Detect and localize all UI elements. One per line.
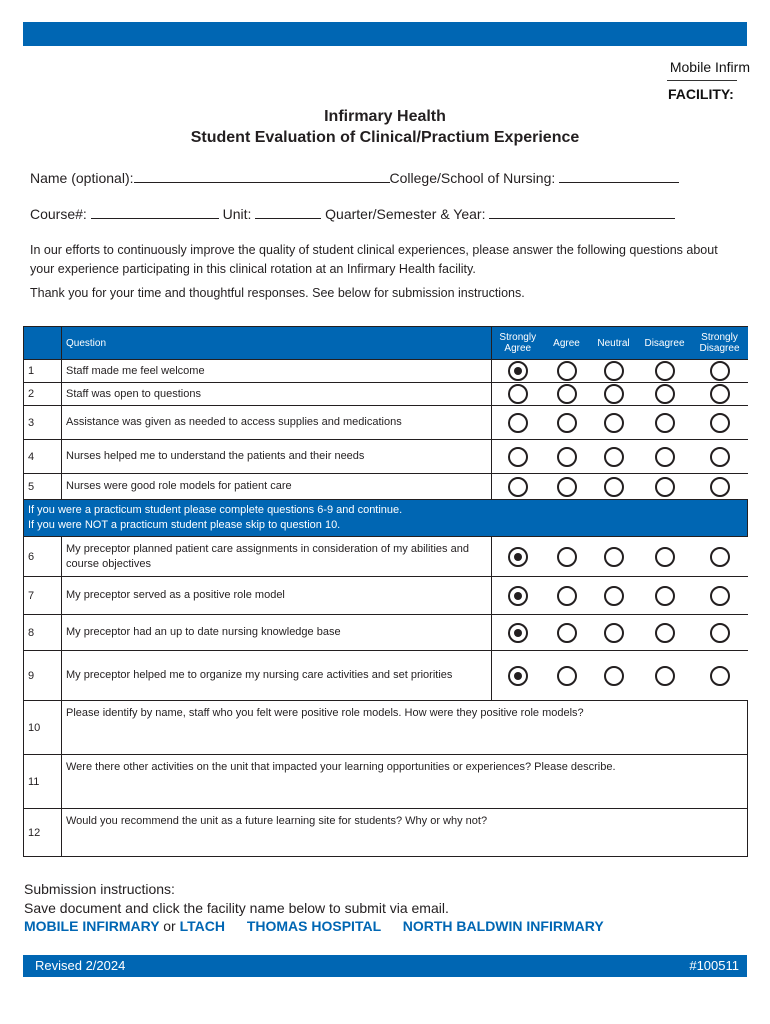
rating-radio-5[interactable] <box>710 361 730 381</box>
quarter-label: Quarter/Semester & Year: <box>325 206 486 222</box>
rating-radio-2[interactable] <box>557 384 577 404</box>
scale-header-strongly-disagree: Strongly Disagree <box>692 327 748 360</box>
rating-radio-5[interactable] <box>710 477 730 497</box>
rating-radio-1[interactable] <box>508 547 528 567</box>
question-text: My preceptor helped me to organize my nursing care activities and set priorities <box>62 651 492 701</box>
open-question-row <box>24 809 748 857</box>
rating-cell <box>638 474 692 500</box>
course-field[interactable] <box>91 206 219 219</box>
question-number: 12 <box>24 809 62 857</box>
form-number: #100511 <box>689 958 739 973</box>
rating-radio-4[interactable] <box>655 666 675 686</box>
rating-radio-2[interactable] <box>557 586 577 606</box>
rating-cell <box>544 615 590 651</box>
open-question-text[interactable]: Were there other activities on the unit that impacted your learning opportunities or experiences? Please describe. <box>62 755 748 809</box>
rating-radio-3[interactable] <box>604 384 624 404</box>
rating-radio-1[interactable] <box>508 477 528 497</box>
table-row <box>24 406 748 440</box>
question-header: Question <box>62 327 492 360</box>
rating-cell <box>492 440 544 474</box>
rating-cell <box>692 577 748 615</box>
rating-cell <box>638 615 692 651</box>
rating-radio-1[interactable] <box>508 586 528 606</box>
rating-radio-1[interactable] <box>508 447 528 467</box>
rating-cell <box>638 383 692 406</box>
rating-cell <box>692 360 748 383</box>
unit-field[interactable] <box>255 206 321 219</box>
rating-radio-2[interactable] <box>557 547 577 567</box>
open-question-text[interactable]: Please identify by name, staff who you felt were positive role models. How were they positive role models? <box>62 701 748 755</box>
college-label: College/School of Nursing: <box>389 170 556 186</box>
scale-header-strongly-agree: Strongly Agree <box>492 327 544 360</box>
rating-cell <box>590 577 638 615</box>
submission-heading: Submission instructions: <box>24 881 175 897</box>
question-text: My preceptor had an up to date nursing knowledge base <box>62 615 492 651</box>
rating-radio-5[interactable] <box>710 447 730 467</box>
question-number: 1 <box>24 360 62 383</box>
rating-radio-1[interactable] <box>508 361 528 381</box>
rating-cell <box>544 651 590 701</box>
rating-radio-1[interactable] <box>508 384 528 404</box>
quarter-field[interactable] <box>489 206 675 219</box>
rating-cell <box>492 537 544 577</box>
intro-paragraph: In our efforts to continuously improve the quality of student clinical experiences, please answer the following questions about your experience participating in this clinical rotation at an Infirmary Health facility. <box>30 243 718 276</box>
rating-radio-3[interactable] <box>604 623 624 643</box>
rating-cell <box>544 440 590 474</box>
rating-cell <box>544 406 590 440</box>
table-row <box>24 651 748 701</box>
name-field[interactable] <box>134 170 390 183</box>
rating-radio-4[interactable] <box>655 384 675 404</box>
table-row <box>24 383 748 406</box>
rating-cell <box>544 474 590 500</box>
question-number: 6 <box>24 537 62 577</box>
rating-radio-2[interactable] <box>557 361 577 381</box>
rating-cell <box>492 474 544 500</box>
rating-cell <box>692 406 748 440</box>
rating-cell <box>492 615 544 651</box>
question-text: Staff was open to questions <box>62 383 492 406</box>
question-number: 4 <box>24 440 62 474</box>
link-thomas-hospital[interactable]: THOMAS HOSPITAL <box>246 918 381 934</box>
rating-cell <box>544 383 590 406</box>
scale-header-neutral: Neutral <box>590 327 638 360</box>
rating-cell <box>638 651 692 701</box>
unit-label: Unit: <box>222 206 252 222</box>
rating-radio-4[interactable] <box>655 623 675 643</box>
rating-cell <box>638 406 692 440</box>
question-text: My preceptor served as a positive role model <box>62 577 492 615</box>
rating-radio-5[interactable] <box>710 666 730 686</box>
banner-line-2: If you were NOT a practicum student please skip to question 10. <box>28 519 341 531</box>
rating-radio-3[interactable] <box>604 413 624 433</box>
submission-instructions: Save document and click the facility name below to submit via email. <box>24 900 449 916</box>
scale-header-disagree: Disagree <box>638 327 692 360</box>
link-ltach[interactable]: LTACH <box>179 918 225 934</box>
rating-cell <box>692 537 748 577</box>
facility-links <box>24 918 604 934</box>
link-mobile-infirmary[interactable]: MOBILE INFIRMARY <box>24 918 160 934</box>
revised-date: Revised 2/2024 <box>35 958 126 973</box>
table-row <box>24 440 748 474</box>
rating-radio-4[interactable] <box>655 547 675 567</box>
rating-radio-2[interactable] <box>557 623 577 643</box>
question-number: 3 <box>24 406 62 440</box>
rating-cell <box>692 440 748 474</box>
rating-radio-5[interactable] <box>710 623 730 643</box>
rating-radio-3[interactable] <box>604 666 624 686</box>
rating-cell <box>492 383 544 406</box>
open-question-row <box>24 755 748 809</box>
question-text: Nurses were good role models for patient care <box>62 474 492 500</box>
scale-header-agree: Agree <box>544 327 590 360</box>
rating-radio-2[interactable] <box>557 477 577 497</box>
link-north-baldwin[interactable]: NORTH BALDWIN INFIRMARY <box>402 918 604 934</box>
rating-radio-5[interactable] <box>710 413 730 433</box>
question-number: 8 <box>24 615 62 651</box>
banner-line-1: If you were a practicum student please complete questions 6-9 and continue. <box>28 504 403 516</box>
rating-cell <box>638 577 692 615</box>
rating-radio-4[interactable] <box>655 447 675 467</box>
rating-cell <box>590 360 638 383</box>
rating-cell <box>544 577 590 615</box>
rating-cell <box>638 360 692 383</box>
rating-radio-3[interactable] <box>604 586 624 606</box>
rating-radio-4[interactable] <box>655 586 675 606</box>
rating-cell <box>492 651 544 701</box>
rating-cell <box>638 537 692 577</box>
rating-radio-3[interactable] <box>604 361 624 381</box>
question-text: Staff made me feel welcome <box>62 360 492 383</box>
footer-bar <box>23 955 747 977</box>
question-text: Nurses helped me to understand the patients and their needs <box>62 440 492 474</box>
rating-radio-1[interactable] <box>508 623 528 643</box>
rating-cell <box>590 474 638 500</box>
name-label: Name (optional): <box>30 170 134 186</box>
rating-cell <box>590 651 638 701</box>
table-row <box>24 360 748 383</box>
rating-radio-4[interactable] <box>655 361 675 381</box>
table-row <box>24 474 748 500</box>
course-unit-row <box>30 206 675 222</box>
rating-cell <box>544 360 590 383</box>
rating-radio-5[interactable] <box>710 547 730 567</box>
question-number: 2 <box>24 383 62 406</box>
practicum-banner <box>24 500 748 537</box>
header-num-cell <box>24 327 62 360</box>
question-number: 10 <box>24 701 62 755</box>
question-number: 7 <box>24 577 62 615</box>
table-row <box>24 615 748 651</box>
rating-cell <box>590 440 638 474</box>
rating-radio-5[interactable] <box>710 586 730 606</box>
open-question-row <box>24 701 748 755</box>
or-text: or <box>163 918 176 934</box>
rating-radio-1[interactable] <box>508 666 528 686</box>
table-header-row <box>24 327 748 360</box>
form-title: Infirmary Health <box>324 108 446 125</box>
table-row <box>24 577 748 615</box>
rating-cell <box>692 383 748 406</box>
rating-radio-1[interactable] <box>508 413 528 433</box>
thanks-text: Thank you for your time and thoughtful responses. See below for submission instructions. <box>30 286 525 300</box>
question-text: Assistance was given as needed to access supplies and medications <box>62 406 492 440</box>
college-field[interactable] <box>559 170 679 183</box>
open-question-text[interactable]: Would you recommend the unit as a future learning site for students? Why or why not? <box>62 809 748 857</box>
facility-label: FACILITY: <box>668 86 734 102</box>
rating-cell <box>590 406 638 440</box>
facility-name-field[interactable]: Mobile Infirm <box>669 59 750 75</box>
rating-radio-2[interactable] <box>557 413 577 433</box>
top-color-bar <box>23 22 747 46</box>
evaluation-table <box>23 326 748 857</box>
rating-cell <box>692 474 748 500</box>
rating-cell <box>544 537 590 577</box>
question-number: 11 <box>24 755 62 809</box>
facility-underline <box>667 80 737 81</box>
rating-cell <box>590 537 638 577</box>
course-label: Course#: <box>30 206 87 222</box>
rating-cell <box>638 440 692 474</box>
question-number: 5 <box>24 474 62 500</box>
rating-cell <box>492 577 544 615</box>
rating-radio-3[interactable] <box>604 547 624 567</box>
form-subtitle: Student Evaluation of Clinical/Practium Experience <box>190 129 580 146</box>
rating-cell <box>492 360 544 383</box>
table-row <box>24 537 748 577</box>
rating-cell <box>590 383 638 406</box>
rating-cell <box>692 615 748 651</box>
rating-radio-3[interactable] <box>604 447 624 467</box>
rating-radio-3[interactable] <box>604 477 624 497</box>
question-text: My preceptor planned patient care assignments in consideration of my abilities and course objectives <box>62 537 492 577</box>
rating-radio-4[interactable] <box>655 477 675 497</box>
rating-cell <box>692 651 748 701</box>
rating-cell <box>492 406 544 440</box>
rating-radio-4[interactable] <box>655 413 675 433</box>
rating-radio-2[interactable] <box>557 666 577 686</box>
rating-radio-2[interactable] <box>557 447 577 467</box>
rating-cell <box>590 615 638 651</box>
rating-radio-5[interactable] <box>710 384 730 404</box>
name-college-row <box>30 170 679 186</box>
question-number: 9 <box>24 651 62 701</box>
